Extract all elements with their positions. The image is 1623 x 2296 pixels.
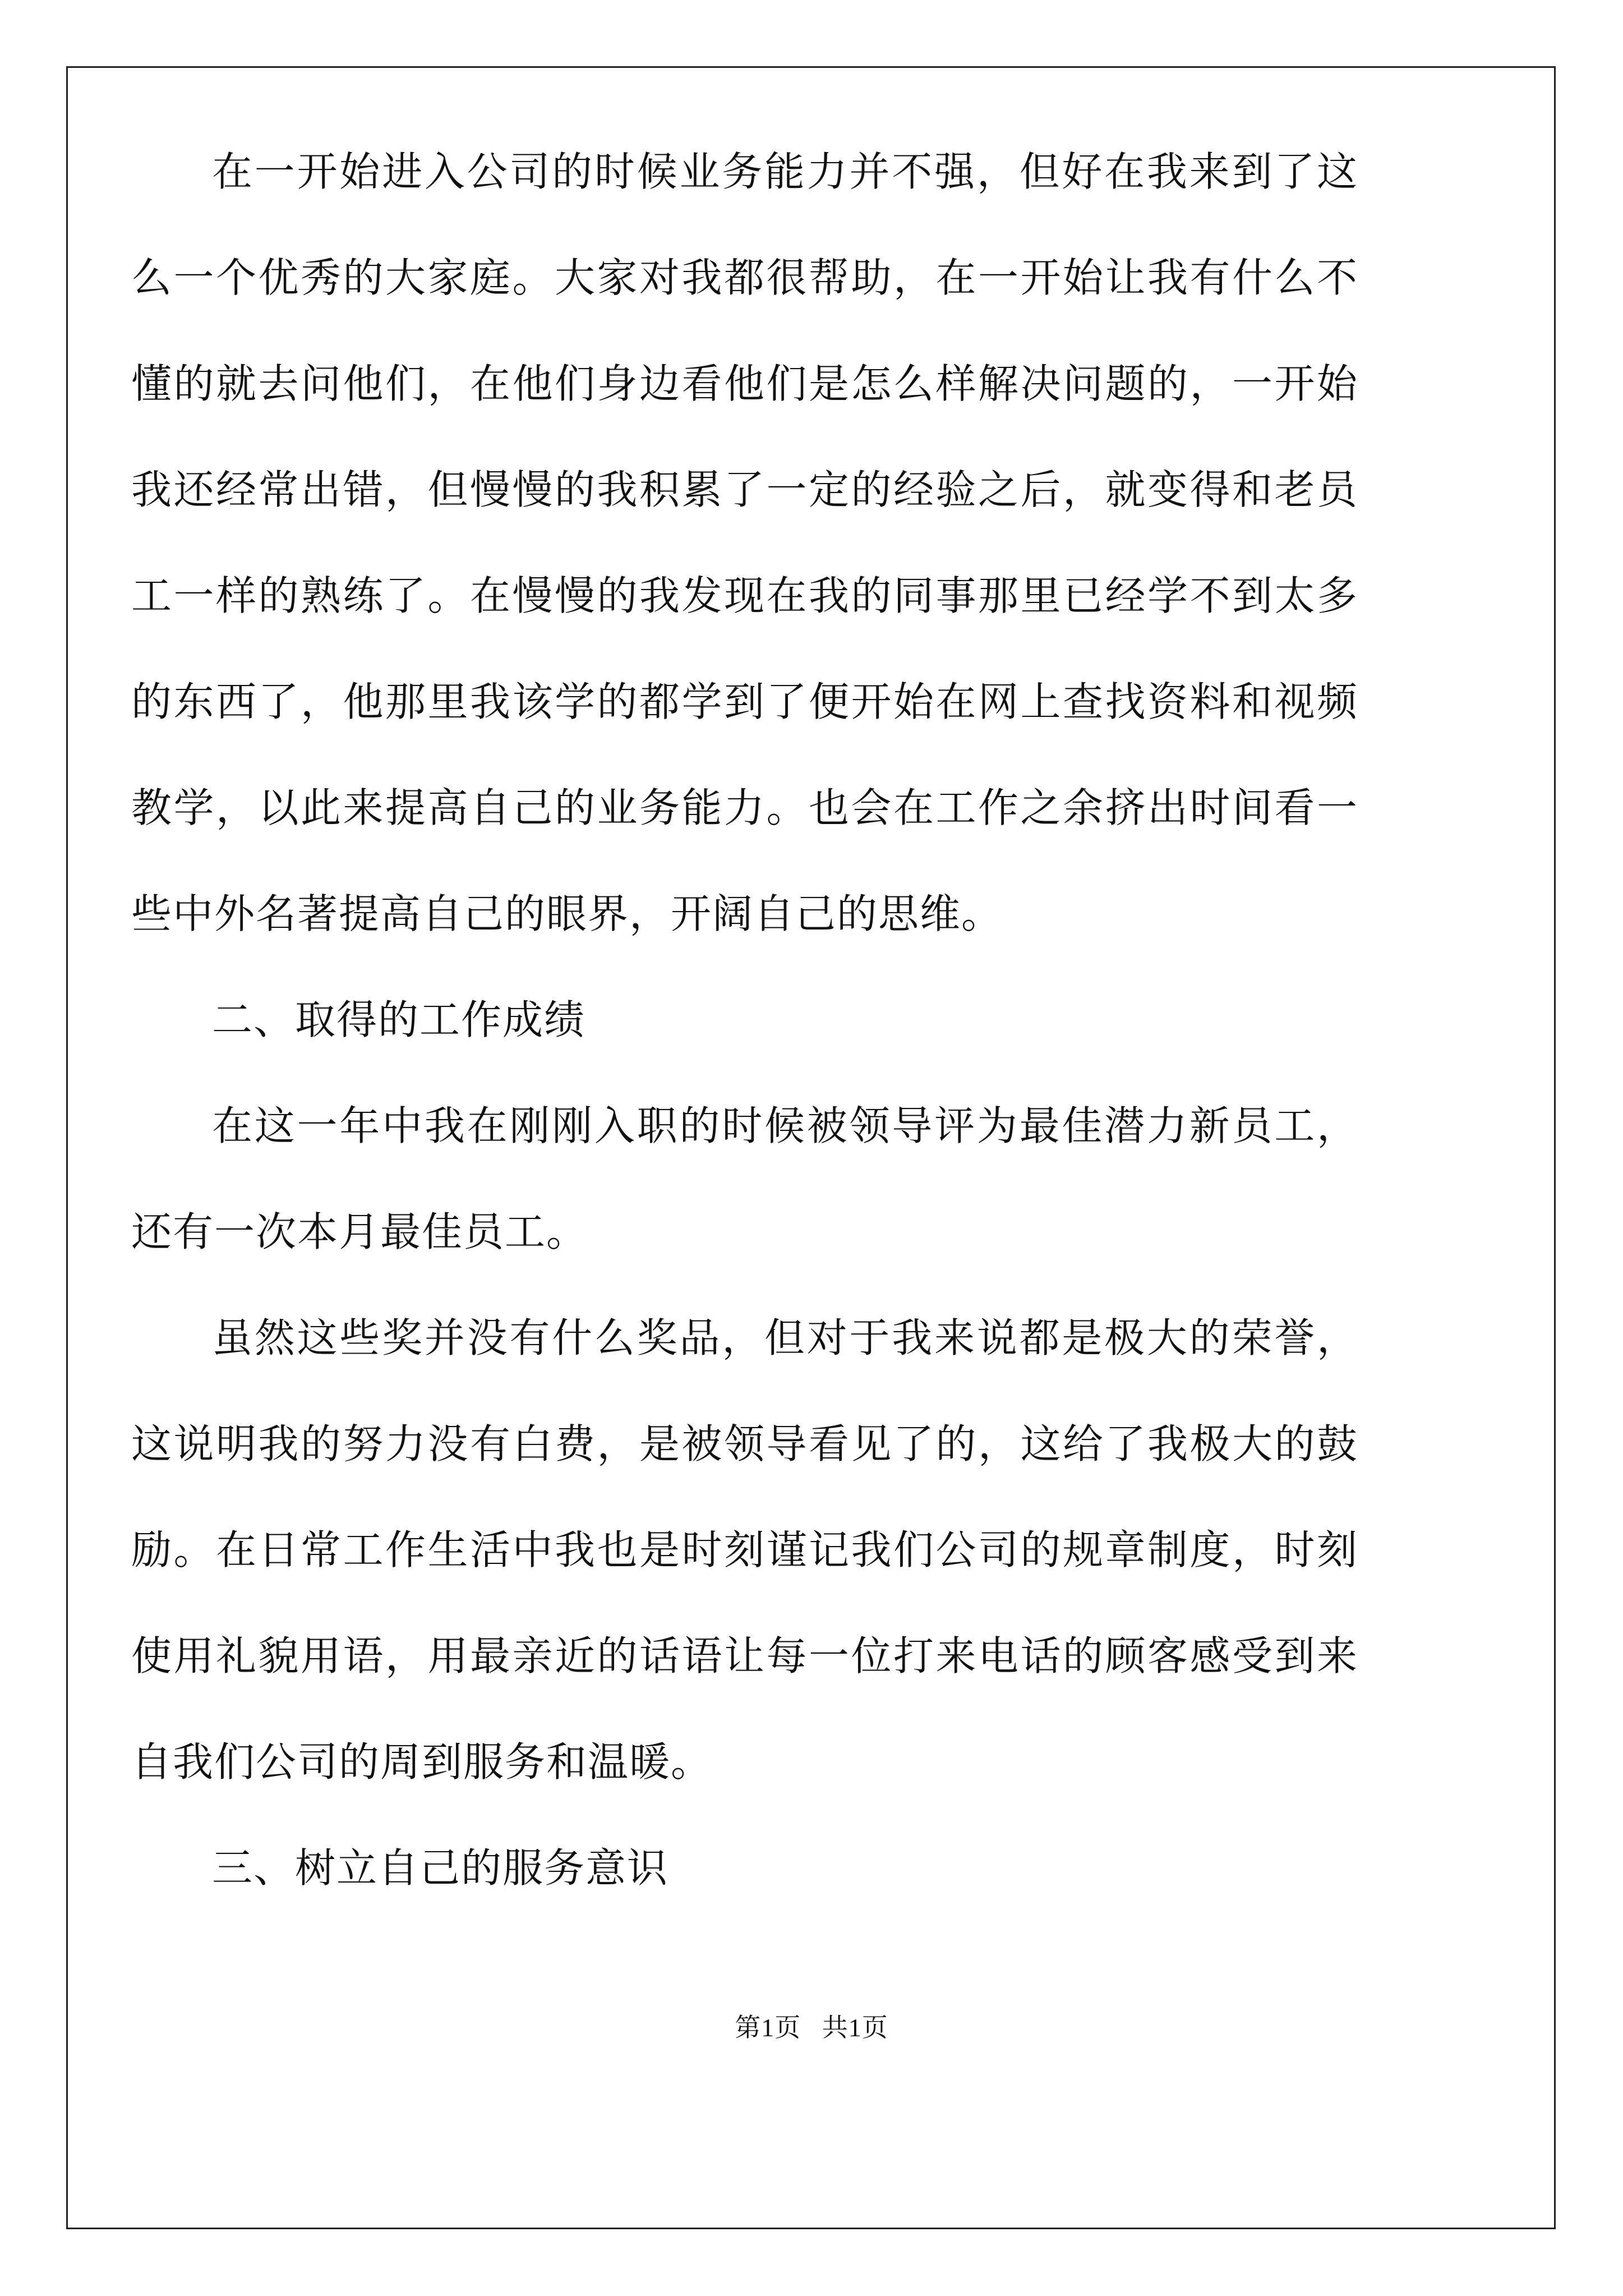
page-footer [0, 2007, 1623, 2044]
page-total: 共1页 [822, 2013, 888, 2042]
section-heading-2: 二、取得的工作成绩 [212, 996, 586, 1043]
paragraph-1: 在一开始进入公司的时候业务能力并不强，但好在我来到了这么一个优秀的大家庭。大家对我都很帮助，在一开始让我有什么不懂的就去问他们，在他们身边看他们是怎么样解决问题的，一开始我还经常出错，但慢慢的我积累了一定的经验之后，就变得和老员工一样的熟练了。在慢慢的我发现在我的同事那里已经学不到太多的东西了，他那里我该学的都学到了便开始在网上查找资料和视频教学，以此来提高自己的业务能力。也会在工作之余挤出时间看一些中外名著提高自己的眼界，开阔自己的思维。 [131, 148, 1358, 937]
page-number: 第1页 [735, 2013, 801, 2042]
document-body [131, 119, 1358, 1921]
paragraph-2: 在这一年中我在刚刚入职的时候被领导评为最佳潜力新员工，还有一次本月最佳员工。 [131, 1102, 1358, 1255]
paragraph-3: 虽然这些奖并没有什么奖品，但对于我来说都是极大的荣誉，这说明我的努力没有白费，是被领导看见了的，这给了我极大的鼓励。在日常工作生活中我也是时刻谨记我们公司的规章制度，时刻使用礼貌用语，用最亲近的话语让每一位打来电话的顾客感受到来自我们公司的周到服务和温暖。 [131, 1314, 1358, 1786]
section-heading-3: 三、树立自己的服务意识 [212, 1844, 669, 1892]
